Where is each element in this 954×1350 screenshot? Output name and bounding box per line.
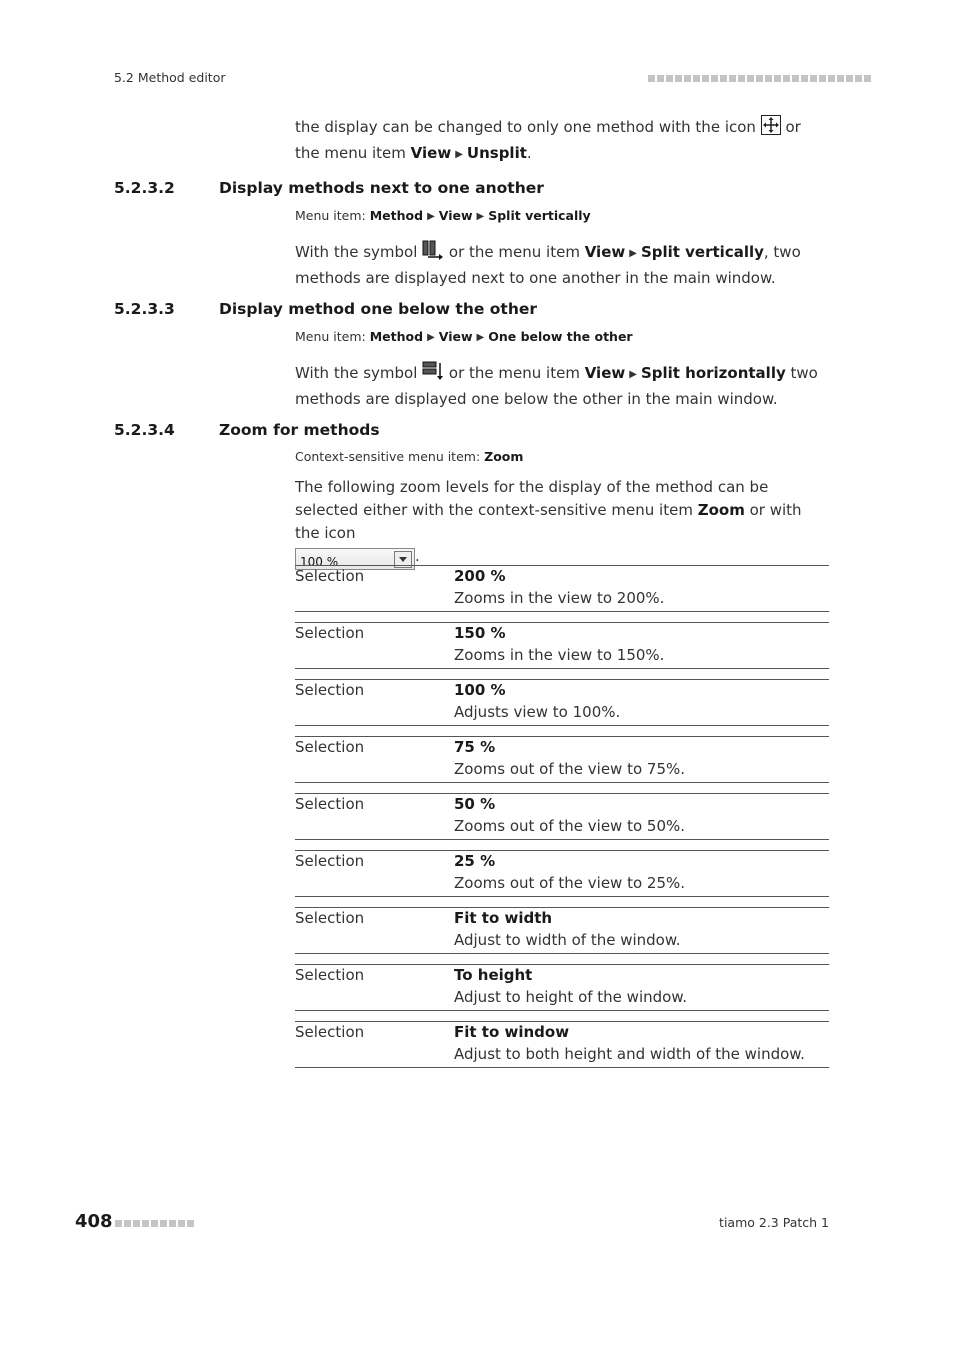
row-description: Adjusts view to 100%. — [454, 703, 621, 721]
triangle-right-icon: ▶ — [629, 369, 637, 380]
menu-view: View — [438, 329, 473, 344]
body-text: With the symbol — [295, 364, 423, 382]
menu-prefix: Menu item: — [295, 329, 370, 344]
dot — [864, 75, 871, 82]
zoom-options-table — [295, 565, 829, 1078]
intro-text: the display can be changed to only one method with the icon — [295, 118, 761, 136]
row-description: Zooms in the view to 200%. — [454, 589, 665, 607]
row-option: 75 % — [454, 738, 496, 756]
row-option: 50 % — [454, 795, 496, 813]
split-vertically-icon — [422, 240, 444, 267]
intro-menu-unsplit: Unsplit — [466, 144, 527, 162]
dot — [837, 75, 844, 82]
section-heading-zoom — [114, 421, 380, 439]
zoom-select-value: 100 % — [300, 555, 339, 569]
dot — [783, 75, 790, 82]
dot — [747, 75, 754, 82]
dot — [124, 1220, 131, 1227]
row-description: Zooms out of the view to 25%. — [454, 874, 686, 892]
triangle-right-icon: ▶ — [476, 332, 485, 343]
section-title: Display method one below the other — [219, 300, 538, 318]
dot — [774, 75, 781, 82]
menu-split-vertically: Split vertically — [488, 208, 591, 223]
row-label: Selection — [295, 909, 365, 927]
triangle-right-icon: ▶ — [476, 211, 485, 222]
row-label: Selection — [295, 567, 365, 585]
dot — [720, 75, 727, 82]
section-number: 5.2.3.4 — [114, 421, 175, 439]
dot — [657, 75, 664, 82]
dot — [648, 75, 655, 82]
dot — [846, 75, 853, 82]
intro-paragraph — [295, 115, 830, 167]
dot — [765, 75, 772, 82]
menu-method: Method — [369, 208, 424, 223]
menu-view: View — [438, 208, 473, 223]
paragraph-zoom — [295, 476, 830, 570]
menu-prefix: Menu item: — [295, 208, 370, 223]
row-label: Selection — [295, 681, 365, 699]
triangle-right-icon: ▶ — [427, 332, 435, 343]
menu-split-horizontally: Split horizontally — [640, 364, 786, 382]
menu-split-vertically: Split vertically — [640, 243, 764, 261]
section-title: Display methods next to one another — [219, 179, 544, 197]
section-heading-split-vertically — [114, 179, 544, 197]
row-label: Selection — [295, 795, 365, 813]
menu-method: Method — [369, 329, 424, 344]
table-row — [295, 1021, 829, 1068]
body-text: or the menu item — [444, 364, 585, 382]
row-description: Adjust to both height and width of the window. — [454, 1045, 805, 1063]
dot — [756, 75, 763, 82]
triangle-right-icon: ▶ — [629, 248, 637, 259]
row-label: Selection — [295, 966, 365, 984]
dot — [684, 75, 691, 82]
triangle-right-icon: ▶ — [427, 211, 435, 222]
dot — [738, 75, 745, 82]
body-text: or the menu item — [444, 243, 585, 261]
product-name: tiamo 2.3 Patch 1 — [719, 1215, 829, 1230]
row-option: 100 % — [454, 681, 506, 699]
paragraph-split-vertically — [295, 240, 830, 290]
dot — [115, 1220, 122, 1227]
row-option: 200 % — [454, 567, 506, 585]
dot — [801, 75, 808, 82]
table-row — [295, 850, 829, 897]
dot — [711, 75, 718, 82]
body-text: two methods are displayed one below the other in the main window. — [295, 364, 818, 408]
dot — [187, 1220, 194, 1227]
row-label: Selection — [295, 624, 365, 642]
row-option: Fit to window — [454, 1023, 570, 1041]
section-heading-one-below — [114, 300, 537, 318]
menu-path-zoom — [295, 449, 523, 464]
body-text: With the symbol — [295, 243, 423, 261]
dot — [828, 75, 835, 82]
menu-path-one-below — [295, 329, 633, 344]
row-label: Selection — [295, 1023, 365, 1041]
split-horizontally-icon — [422, 361, 444, 388]
dot — [729, 75, 736, 82]
menu-view: View — [584, 364, 626, 382]
dot — [675, 75, 682, 82]
intro-text-2: or the menu item — [295, 118, 801, 162]
table-row — [295, 907, 829, 954]
dot — [133, 1220, 140, 1227]
dot — [160, 1220, 167, 1227]
body-text: The following zoom levels for the display of the method can be selected either with the context-sensitive menu item — [295, 478, 769, 519]
table-row — [295, 736, 829, 783]
table-row — [295, 565, 829, 612]
dot — [142, 1220, 149, 1227]
table-row — [295, 793, 829, 840]
dot — [666, 75, 673, 82]
row-option: 25 % — [454, 852, 496, 870]
row-option: To height — [454, 966, 533, 984]
menu-prefix: Context-sensitive menu item: — [295, 449, 485, 464]
body-text: or with the icon — [295, 501, 802, 542]
table-row — [295, 679, 829, 726]
table-row — [295, 622, 829, 669]
body-text: . — [415, 547, 420, 565]
intro-menu-view: View — [410, 144, 452, 162]
row-option: Fit to width — [454, 909, 553, 927]
dot — [151, 1220, 158, 1227]
row-label: Selection — [295, 852, 365, 870]
row-description: Adjust to height of the window. — [454, 988, 687, 1006]
section-number: 5.2.3.3 — [114, 300, 175, 318]
dot — [178, 1220, 185, 1227]
row-description: Zooms out of the view to 75%. — [454, 760, 686, 778]
dot — [702, 75, 709, 82]
dot — [169, 1220, 176, 1227]
footer-dots — [115, 1220, 194, 1227]
dot — [819, 75, 826, 82]
table-row — [295, 964, 829, 1011]
dot — [693, 75, 700, 82]
dot — [855, 75, 862, 82]
header-dots — [648, 75, 871, 82]
row-option: 150 % — [454, 624, 506, 642]
page-number: 408 — [75, 1211, 113, 1232]
row-description: Zooms in the view to 150%. — [454, 646, 665, 664]
dot — [792, 75, 799, 82]
intro-end: . — [526, 144, 532, 162]
row-description: Zooms out of the view to 50%. — [454, 817, 686, 835]
section-title: Zoom for methods — [219, 421, 380, 439]
dot — [810, 75, 817, 82]
menu-path-split-vertically — [295, 208, 591, 223]
paragraph-split-horizontally — [295, 361, 830, 411]
menu-one-below-the-other: One below the other — [488, 329, 633, 344]
row-description: Adjust to width of the window. — [454, 931, 681, 949]
row-label: Selection — [295, 738, 365, 756]
triangle-right-icon: ▶ — [455, 149, 463, 160]
body-text: , two methods are displayed next to one another in the main window. — [295, 243, 801, 287]
menu-view: View — [584, 243, 626, 261]
menu-zoom: Zoom — [697, 501, 745, 519]
menu-zoom: Zoom — [484, 449, 524, 464]
running-header: 5.2 Method editor — [114, 70, 226, 85]
unsplit-icon — [761, 115, 781, 142]
section-number: 5.2.3.2 — [114, 179, 175, 197]
